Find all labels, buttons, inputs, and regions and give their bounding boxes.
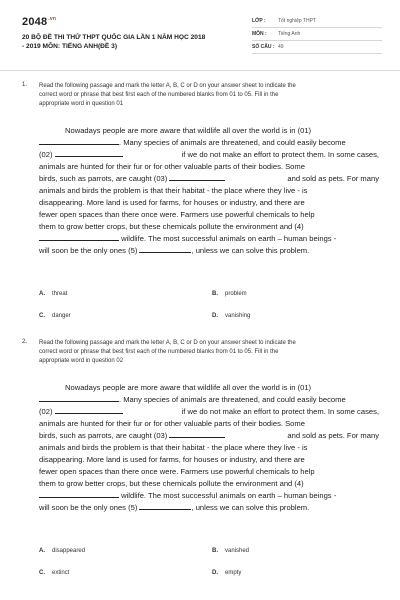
meta-subject-value: Tiếng Anh xyxy=(278,31,301,37)
passage-line: disappearing. More land is used for farms, for houses or industry, and there are xyxy=(39,198,305,207)
passage-line: wildlife. The most successful animals on earth – human beings - xyxy=(39,233,336,245)
option-a[interactable]: A. threat xyxy=(39,291,68,297)
passage-line: animals and birds the problem is that their habitat - the place where they live - is xyxy=(39,186,308,195)
option-d[interactable]: D. empty xyxy=(212,570,242,576)
site-logo[interactable] xyxy=(22,16,56,28)
blank-04[interactable] xyxy=(39,233,119,241)
passage-line: will soon be the only ones (5) , unless we can solve this problem. xyxy=(39,503,310,512)
meta-count-label: SỐ CÂU : xyxy=(252,44,275,50)
passage-line: . Many species of animals are threatened, and could easily become xyxy=(39,394,346,406)
blank-02[interactable] xyxy=(55,406,123,414)
passage-line: them to grow better crops, but these chemicals pollute the environment and (4) xyxy=(39,479,304,488)
logo-text: 2048 xyxy=(22,16,48,28)
passage-line: animals are hunted for their fur or for other valuable parts of their bodies. Some xyxy=(39,162,305,171)
header-divider xyxy=(0,70,400,71)
page-header xyxy=(22,16,382,68)
question-number: 1. xyxy=(22,82,28,88)
passage-line: . Many species of animals are threatened, and could easily become xyxy=(39,137,346,149)
blank-05[interactable] xyxy=(139,502,191,510)
passage-line: animals and birds the problem is that their habitat - the place where they live - is xyxy=(39,443,308,452)
meta-count-value: 49 xyxy=(278,44,284,50)
meta-subject xyxy=(252,29,382,41)
blank-05[interactable] xyxy=(139,245,191,253)
meta-class-label: LỚP : xyxy=(252,18,266,24)
question-instruction xyxy=(39,339,379,366)
instruction-line: appropriate word in question 01 xyxy=(39,101,124,107)
passage-line: (02) if we do not make an effort to protect them. In some cases, xyxy=(39,150,379,159)
blank-04[interactable] xyxy=(39,490,119,498)
passage-line: disappearing. More land is used for farms, for houses or industry, and there are xyxy=(39,455,305,464)
passage-line: Nowadays people are more aware that wildlife all over the world is in (01) xyxy=(65,383,312,392)
option-d[interactable]: D. vanishing xyxy=(212,313,251,319)
blank-03[interactable] xyxy=(169,430,225,438)
meta-count xyxy=(252,42,382,54)
exam-title-line-2: - 2019 MÔN: TIẾNG ANH(ĐỀ 3) xyxy=(22,43,118,50)
passage-line: birds, such as parrots, are caught (03) and sold as pets. For many xyxy=(39,431,379,440)
option-a[interactable]: A. disappeared xyxy=(39,548,86,554)
instruction-line: appropriate word in question 02 xyxy=(39,358,124,364)
passage-line: wildlife. The most successful animals on earth – human beings - xyxy=(39,490,336,502)
passage-line: animals are hunted for their fur or for other valuable parts of their bodies. Some xyxy=(39,419,305,428)
passage-line: birds, such as parrots, are caught (03) and sold as pets. For many xyxy=(39,174,379,183)
meta-class xyxy=(252,16,382,28)
blank-03[interactable] xyxy=(169,173,225,181)
instruction-line: correct word or phrase that best first each of the numbered blanks from 01 to 05. Fill in the xyxy=(39,92,279,98)
blank-01[interactable] xyxy=(39,137,119,145)
passage-line: fewer open spaces than there once were. Farmers use powerful chemicals to help xyxy=(39,210,315,219)
blank-01[interactable] xyxy=(39,394,119,402)
question-number: 2. xyxy=(22,339,28,345)
option-c[interactable]: C. danger xyxy=(39,313,71,319)
passage-line: Nowadays people are more aware that wildlife all over the world is in (01) xyxy=(65,126,312,135)
blank-02[interactable] xyxy=(55,149,123,157)
passage-line: will soon be the only ones (5) , unless we can solve this problem. xyxy=(39,246,310,255)
option-b[interactable]: B. vanished xyxy=(212,548,250,554)
meta-subject-label: MÔN : xyxy=(252,31,267,37)
option-c[interactable]: C. extinct xyxy=(39,570,70,576)
question-instruction xyxy=(39,82,379,109)
instruction-line: Read the following passage and mark the letter A, B, C or D on your answer sheet to indicate the xyxy=(39,83,296,89)
logo-sup: .vn xyxy=(48,16,57,23)
passage-line: them to grow better crops, but these chemicals pollute the environment and (4) xyxy=(39,222,304,231)
meta-class-value: Tốt nghiệp THPT xyxy=(278,18,316,24)
option-b[interactable]: B. problem xyxy=(212,291,247,297)
passage-line: fewer open spaces than there once were. Farmers use powerful chemicals to help xyxy=(39,467,315,476)
instruction-line: correct word or phrase that best first each of the numbered blanks from 01 to 05. Fill in the xyxy=(39,349,279,355)
instruction-line: Read the following passage and mark the letter A, B, C or D on your answer sheet to indicate the xyxy=(39,340,296,346)
exam-title-line-1: 20 BỘ ĐỀ THI THỬ THPT QUỐC GIA LẦN 1 NĂM HỌC 2018 xyxy=(22,34,206,41)
passage-line: (02) if we do not make an effort to protect them. In some cases, xyxy=(39,407,379,416)
